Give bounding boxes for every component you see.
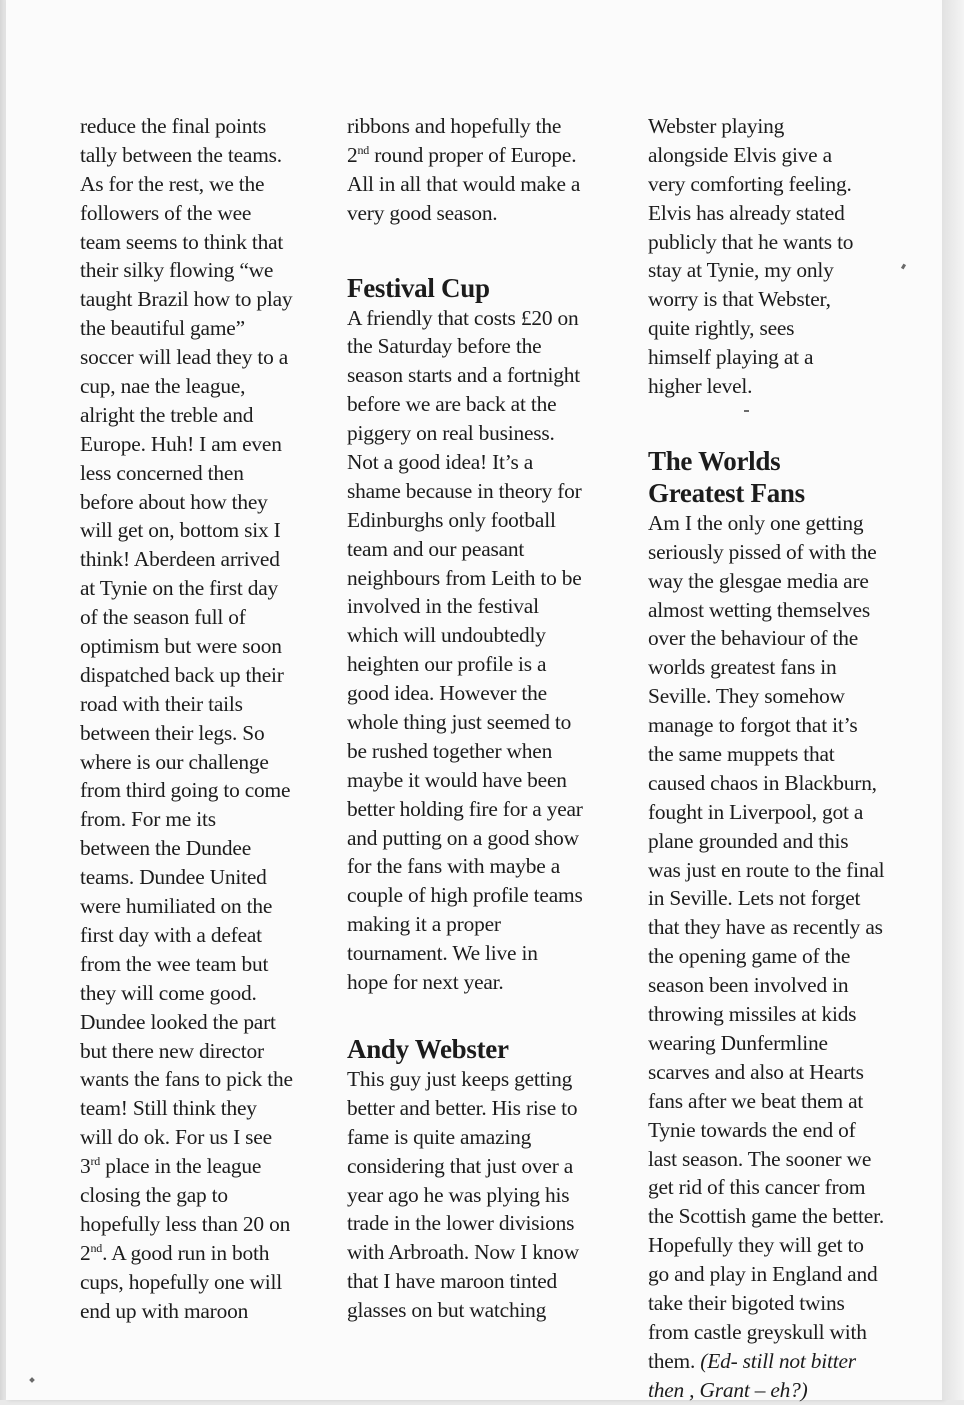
text-line: All in all that would make a: [347, 171, 581, 196]
worlds-greatest-fans-text: [648, 509, 910, 1347]
text-line: A friendly that costs £20 on: [347, 305, 579, 330]
editor-note: then , Grant – eh?): [648, 1377, 808, 1402]
text-line: teams. Dundee United: [80, 865, 267, 890]
text-line: soccer will lead they to a: [80, 345, 289, 370]
text-line: optimism but were soon: [80, 634, 282, 659]
text-line: the opening game of the: [648, 944, 851, 969]
text-line: reduce the final points: [80, 114, 267, 138]
text-line: involved in the festival: [347, 594, 539, 619]
text-line: season starts and a fortnight: [347, 363, 581, 388]
text-line: 3rd place in the league: [80, 1153, 262, 1179]
text-line: but there new director: [80, 1038, 264, 1063]
text-line: dispatched back up their: [80, 662, 284, 687]
text-line: worlds greatest fans in: [648, 655, 837, 680]
text-line: the Saturday before the: [347, 334, 542, 359]
text-line: hope for next year.: [347, 970, 504, 995]
text-line: almost wetting themselves: [648, 597, 870, 622]
text-line: season been involved in: [648, 973, 849, 998]
text-line: Edinburghs only football: [347, 507, 556, 532]
text-line: better and better. His rise to: [347, 1095, 578, 1120]
text-line: them. (Ed- still not bitter: [648, 1348, 856, 1373]
text-line: throwing missiles at kids: [648, 1002, 857, 1027]
text-line: As for the rest, we the: [80, 171, 265, 196]
text-line: way the glesgae media are: [648, 568, 869, 593]
text-line: couple of high profile teams: [347, 883, 583, 908]
text-line: neighbours from Leith to be: [347, 565, 582, 590]
text-line: be rushed together when: [347, 738, 553, 763]
text-line: Webster playing: [648, 114, 785, 138]
text-line: seriously pissed of with the: [648, 539, 877, 564]
text-line: very good season.: [347, 200, 498, 225]
text-line: publicly that he wants to: [648, 229, 854, 254]
text-line: heighten our profile is a: [347, 652, 547, 677]
text-line: road with their tails: [80, 691, 243, 716]
text-line: from third going to come: [80, 778, 291, 803]
andy-webster-text: [347, 1065, 637, 1325]
text-line: tally between the teams.: [80, 142, 282, 167]
text-line: will get on, bottom six I: [80, 518, 281, 543]
text-line: of the season full of: [80, 605, 246, 630]
text-line: and putting on a good show: [347, 825, 579, 850]
text-line: fans after we beat them at: [648, 1088, 864, 1113]
text-line: last season. The sooner we: [648, 1146, 872, 1171]
text-line: followers of the wee: [80, 200, 252, 225]
text-line: tournament. We live in: [347, 941, 538, 966]
text-line: their silky flowing “we: [80, 258, 274, 283]
text-line: good idea. However the: [347, 681, 547, 706]
column-1-text: [80, 112, 342, 1152]
text-line: alongside Elvis give a: [648, 142, 832, 167]
text-line: maybe it would have been: [347, 767, 567, 792]
text-line: for the fans with maybe a: [347, 854, 560, 879]
text-line: caused chaos in Blackburn,: [648, 770, 877, 795]
text-line: cup, nae the league,: [80, 374, 246, 399]
text-line: from. For me its: [80, 807, 216, 832]
text-line: taught Brazil how to play: [80, 287, 293, 312]
text-line: wearing Dunfermline: [648, 1030, 828, 1055]
editor-note: (Ed- still not bitter: [700, 1348, 856, 1373]
text-line: Europe. Huh! I am even: [80, 431, 282, 456]
text-line: the same muppets that: [648, 742, 835, 767]
text-line: closing the gap to: [80, 1182, 228, 1207]
text-line: cups, hopefully one will: [80, 1269, 282, 1294]
text-line: hopefully less than 20 on: [80, 1211, 291, 1236]
text-line: between their legs. So: [80, 720, 265, 745]
text-line: considering that just over a: [347, 1153, 574, 1178]
text-line: end up with maroon: [80, 1298, 249, 1323]
text-line: get rid of this cancer from: [648, 1175, 866, 1200]
text-line: very comforting feeling.: [648, 171, 852, 196]
text-line: Am I the only one getting: [648, 510, 864, 535]
text-line: in Seville. Lets not forget: [648, 886, 861, 911]
text-line: which will undoubtedly: [347, 623, 546, 648]
text-line: over the behaviour of the: [648, 626, 859, 651]
text-line: the Scottish game the better.: [648, 1204, 884, 1229]
text-line: they will come good.: [80, 980, 257, 1005]
text-line: where is our challenge: [80, 749, 269, 774]
text-line: first day with a defeat: [80, 922, 262, 947]
text-line: better holding fire for a year: [347, 796, 583, 821]
text-line: at Tynie on the first day: [80, 576, 279, 601]
article-column-1: [80, 112, 342, 1325]
text-line: alright the treble and: [80, 402, 254, 427]
text-line: stay at Tynie, my only: [648, 258, 834, 283]
text-line: Seville. They somehow: [648, 684, 845, 709]
text-line: team seems to think that: [80, 229, 284, 254]
text-line: go and play in England and: [648, 1262, 878, 1287]
text-line: was just en route to the final: [648, 857, 885, 882]
text-line: whole thing just seemed to: [347, 710, 572, 735]
text-line: will do ok. For us I see: [80, 1125, 272, 1150]
text-line: wants the fans to pick the: [80, 1067, 293, 1092]
webster-continued-text: [648, 112, 910, 401]
text-line: Not a good idea! It’s a: [347, 450, 534, 475]
text-line: Elvis has already stated: [648, 200, 845, 225]
festival-cup-heading: Festival Cup: [347, 272, 490, 303]
text-line: 2nd round proper of Europe.: [347, 142, 577, 167]
text-line: were humiliated on the: [80, 894, 273, 919]
text-line: team! Still think they: [80, 1096, 257, 1121]
text-line: plane grounded and this: [648, 828, 849, 853]
text-line: scarves and also at Hearts: [648, 1059, 864, 1084]
text-line: worry is that Webster,: [648, 287, 831, 312]
text-line: piggery on real business.: [347, 421, 555, 446]
text-line: that I have maroon tinted: [347, 1269, 558, 1294]
text-line: Hopefully they will get to: [648, 1233, 864, 1258]
text-line: quite rightly, sees: [648, 316, 795, 341]
text-line: fought in Liverpool, got a: [648, 799, 864, 824]
andy-webster-heading: Andy Webster: [347, 1033, 509, 1064]
text-line: before about how they: [80, 489, 268, 514]
article-column-2: [347, 112, 637, 1325]
text-line: 2nd. A good run in both: [80, 1240, 270, 1265]
scan-edge-strip: [942, 0, 964, 1400]
text-line: year ago he was plying his: [347, 1182, 570, 1207]
text-line: fame is quite amazing: [347, 1124, 532, 1149]
text-line: shame because in theory for: [347, 478, 582, 503]
text-line: take their bigoted twins: [648, 1290, 845, 1315]
text-line: This guy just keeps getting: [347, 1066, 573, 1091]
text-line: ribbons and hopefully the: [347, 114, 562, 138]
text-line: himself playing at a: [648, 345, 814, 370]
text-line: less concerned then: [80, 460, 244, 485]
text-line: between the Dundee: [80, 836, 252, 861]
text-line: think! Aberdeen arrived: [80, 547, 280, 572]
text-line: making it a proper: [347, 912, 501, 937]
text-line: the beautiful game”: [80, 316, 245, 341]
text-line: higher level.: [648, 374, 753, 399]
worlds-greatest-fans-heading-line-2: Greatest Fans: [648, 477, 805, 508]
text-line: team and our peasant: [347, 536, 525, 561]
text-line: that they have as recently as: [648, 915, 883, 940]
festival-cup-text: [347, 304, 637, 997]
worlds-greatest-fans-heading-line-1: The Worlds: [648, 445, 781, 476]
text-line: before we are back at the: [347, 392, 557, 417]
article-column-3: [648, 112, 910, 1405]
text-line: with Arbroath. Now I know: [347, 1240, 580, 1265]
text-line: manage to forgot that it’s: [648, 713, 858, 738]
scan-speck: [744, 410, 749, 412]
text-line: from the wee team but: [80, 951, 269, 976]
text-line: from castle greyskull with: [648, 1319, 867, 1344]
text-line: trade in the lower divisions: [347, 1211, 575, 1236]
text-line: Dundee looked the part: [80, 1009, 276, 1034]
text-line: Tynie towards the end of: [648, 1117, 856, 1142]
text-line: glasses on but watching: [347, 1298, 547, 1323]
